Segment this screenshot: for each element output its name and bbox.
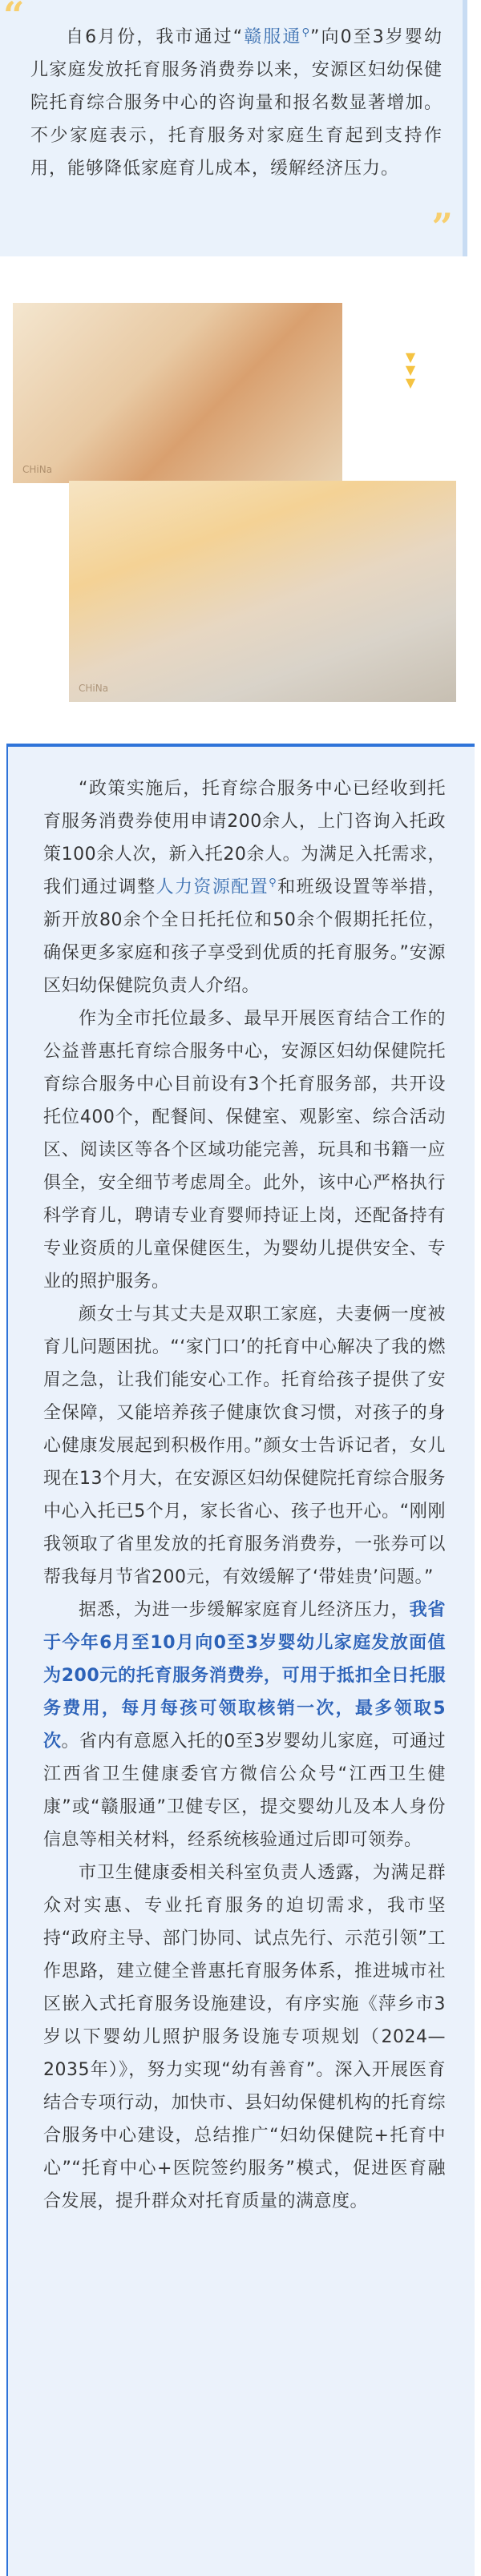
down-arrows-decoration (402, 351, 418, 389)
intro-text-end: ”向0至3岁婴幼儿家庭发放托育服务消费券以来，安源区妇幼保健院托育综合服务中心的咨询量和报名数显著增加。不少家庭表示，托育服务对家庭生育起到支持作用，能够降低家庭育儿成本，缓解经济压力。 (30, 27, 443, 179)
highlight-policy: 我省于今年6月至10月向0至3岁婴幼儿家庭发放面值为200元的托育服务消费券，可用于抵扣全日托服务费用，每月每孩可领取核销一次，最多领取5次 (43, 1600, 446, 1752)
search-icon: ⚲ (301, 26, 311, 39)
paragraph-2: 作为全市托位最多、最早开展医育结合工作的公益普惠托育综合服务中心，安源区妇幼保健院托育综合服务中心目前设有3个托育服务部，共开设托位400个，配餐间、保健室、观影室、综合活动区、阅读区等各个区域功能完善，玩具和书籍一应俱全，安全细节考虑周全。此外，该中心严格执行科学育儿，聘请专业育婴师持证上岗，还配备持有专业资质的儿童保健医生，为婴幼儿提供安全、专业的照护服务。 (43, 1009, 446, 1292)
search-icon: ⚲ (269, 877, 277, 889)
open-quote-mark: “ (3, 0, 25, 37)
paragraph-4: 据悉，为进一步缓解家庭育儿经济压力，我省于今年6月至10月向0至3岁婴幼儿家庭发放面值为200元的托育服务消费券，可用于抵扣全日托服务费用，每月每孩可领取核销一次，最多领取5次。省内有意愿入托的0至3岁婴幼儿家庭，可通过江西省卫生健康委官方微信公众号“江西卫生健康”或“赣服通”卫健专区，提交婴幼儿及本人身份信息等相关材料，经系统核验通过后即可领券。 (43, 1600, 446, 1850)
intro-paragraph (30, 21, 443, 185)
photo-watermark: CHiNa (22, 464, 53, 475)
paragraph-3: 颜女士与其丈夫是双职工家庭，夫妻俩一度被育儿问题困扰。“‘家门口’的托育中心解决了我的燃眉之急，让我们能安心工作。托育给孩子提供了安全保障，又能培养孩子健康饮食习惯，对孩子的身心健康发展起到积极作用。”颜女士告诉记者，女儿现在13个月大，在安源区妇幼保健院托育综合服务中心入托已5个月，家长省心、孩子也开心。“刚刚我领取了省里发放的托育服务消费券，一张券可以帮我每月节省200元，有效缓解了‘带娃贵’问题。” (43, 1304, 446, 1587)
chevron-down-icon: ▼ (405, 375, 416, 390)
close-quote-mark: ” (431, 205, 453, 248)
photo-children-classroom (69, 481, 456, 702)
chevron-down-icon: ▼ (405, 349, 416, 365)
intro-text-start: 自6月份，我市通过“ (66, 27, 244, 47)
keyword-link-ganfutong[interactable]: 赣服通⚲ (243, 26, 311, 47)
article-body-text (43, 772, 446, 2218)
chevron-down-icon: ▼ (405, 362, 416, 377)
paragraph-1: “政策实施后，托育综合服务中心已经收到托育服务消费券使用申请200余人，上门咨询入托政策100余人次，新入托20余人。为满足入托需求，我们通过调整人力资源配置⚲和班级设置等举措，新开放80余个全日托托位和50余个假期托托位，确保更多家庭和孩子享受到优质的托育服务。”安源区妇幼保健院负责人介绍。 (43, 779, 446, 996)
photo-watermark: CHiNa (79, 683, 109, 694)
intro-quote-box (0, 0, 467, 256)
keyword-link-hr-config[interactable]: 人力资源配置⚲ (156, 877, 277, 897)
photo-teacher-and-child (13, 303, 342, 483)
paragraph-5: 市卫生健康委相关科室负责人透露，为满足群众对实惠、专业托育服务的迫切需求，我市坚持“政府主导、部门协同、试点先行、示范引领”工作思路，建立健全普惠托育服务体系，推进城市社区嵌入式托育服务设施建设，有序实施《萍乡市3岁以下婴幼儿照护服务设施专项规划（2024—2035年）》，努力实现“幼有善育”。深入开展医育结合专项行动，加快市、县妇幼保健机构的托育综合服务中心建设，总结推广“妇幼保健院+托育中心”“托育中心+医院签约服务”模式，促进医育融合发展，提升群众对托育质量的满意度。 (43, 1863, 446, 2211)
